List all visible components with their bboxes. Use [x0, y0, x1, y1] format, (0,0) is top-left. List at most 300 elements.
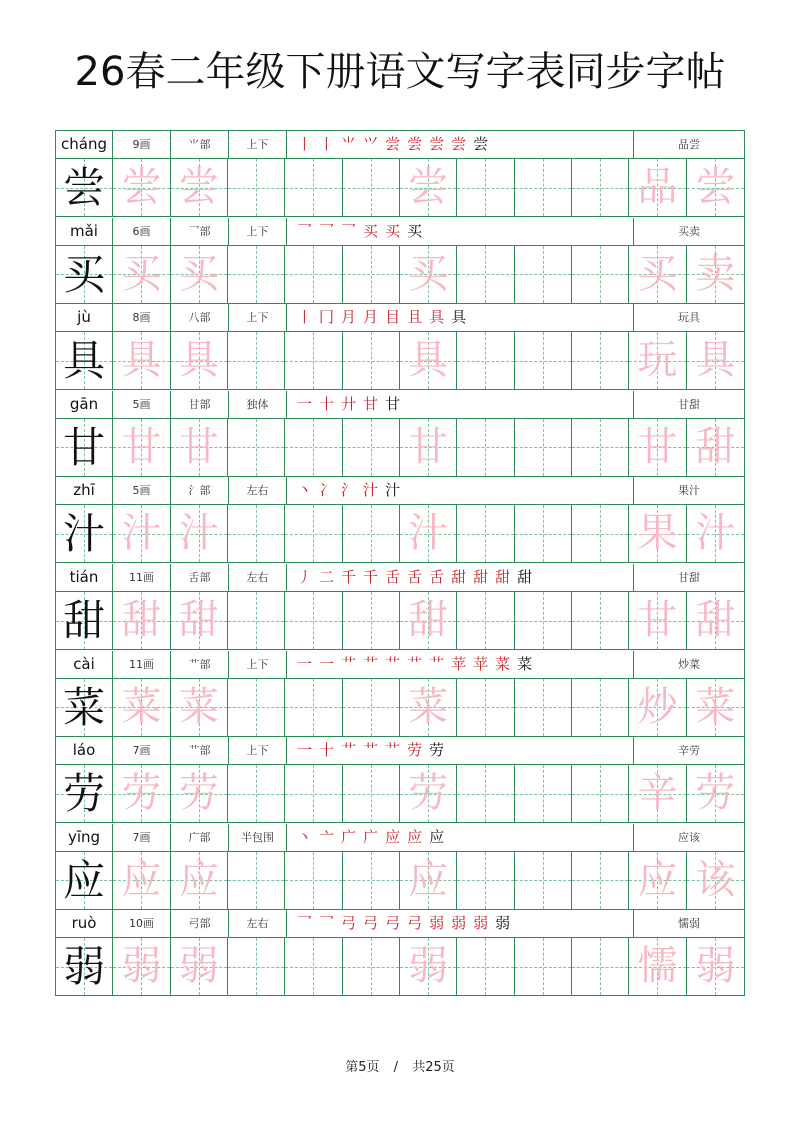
- tianzige-box[interactable]: [572, 938, 629, 995]
- stroke-step: 廾: [341, 394, 357, 413]
- example-word: 辛劳: [678, 744, 700, 758]
- trace-character: 甜: [178, 597, 219, 643]
- trace-character: [572, 852, 628, 909]
- stroke-step: 艹: [429, 654, 445, 673]
- tianzige-box[interactable]: [629, 765, 686, 822]
- tianzige-box[interactable]: [343, 159, 400, 216]
- tianzige-box[interactable]: [687, 765, 744, 822]
- character-entry: [56, 304, 744, 391]
- stroke-step: 艹: [363, 741, 379, 760]
- stroke-step: 应: [385, 827, 401, 846]
- character-entry: [56, 564, 744, 651]
- info-row: [56, 564, 744, 592]
- tianzige-box[interactable]: [572, 159, 629, 216]
- model-character: 汁: [63, 509, 106, 559]
- stroke-count: 8画: [113, 304, 171, 331]
- tianzige-box[interactable]: [515, 246, 572, 303]
- tianzige-box[interactable]: [113, 246, 170, 303]
- stroke-step: 舌: [385, 568, 401, 586]
- stroke-step: 买: [385, 221, 401, 240]
- stroke-step: 氵: [341, 481, 357, 500]
- trace-character: [572, 332, 628, 389]
- tianzige-box[interactable]: [228, 159, 285, 216]
- tianzige-box[interactable]: [457, 765, 514, 822]
- tianzige-box[interactable]: [400, 938, 457, 995]
- stroke-step: ⺌: [341, 135, 357, 153]
- trace-character: [228, 246, 284, 303]
- stroke-step: 一: [297, 654, 313, 673]
- tianzige-box[interactable]: [400, 679, 457, 736]
- tianzige-box[interactable]: [228, 332, 285, 389]
- trace-character: 应: [408, 856, 449, 903]
- model-character: 菜: [63, 682, 106, 732]
- stroke-step: 千: [363, 568, 379, 586]
- tianzige-box[interactable]: [343, 505, 400, 562]
- practice-grid-row: [56, 246, 744, 304]
- trace-character: 汁: [695, 510, 736, 557]
- trace-character: [572, 938, 628, 995]
- trace-character: 甘: [178, 423, 219, 470]
- tianzige-box[interactable]: [228, 505, 285, 562]
- model-character: 甘: [63, 422, 106, 472]
- tianzige-box[interactable]: [56, 332, 113, 389]
- trace-character: [572, 159, 628, 216]
- tianzige-box[interactable]: [515, 679, 572, 736]
- tianzige-box[interactable]: [228, 419, 285, 476]
- example-word: 懦弱: [678, 917, 700, 931]
- info-row: [56, 910, 744, 938]
- character-entry: [56, 824, 744, 911]
- stroke-order: [287, 910, 634, 937]
- tianzige-box[interactable]: [171, 332, 228, 389]
- stroke-step: 丿: [297, 568, 313, 586]
- trace-character: 菜: [695, 683, 736, 730]
- trace-character: [343, 332, 399, 389]
- stroke-step: 月: [341, 308, 357, 327]
- radical: ⺌部: [171, 131, 229, 158]
- stroke-step: 尝: [473, 135, 489, 153]
- stroke-step: ⺍: [363, 135, 379, 153]
- stroke-step: 一: [319, 654, 335, 673]
- pinyin: ruò: [56, 910, 113, 937]
- trace-character: [285, 852, 341, 909]
- trace-character: 买: [408, 250, 449, 297]
- stroke-step: 菜: [495, 654, 511, 673]
- trace-character: [515, 332, 571, 389]
- trace-character: 甜: [408, 597, 449, 643]
- tianzige-box[interactable]: [629, 505, 686, 562]
- stroke-step: 具: [429, 308, 445, 327]
- stroke-step: 二: [319, 568, 335, 586]
- tianzige-box[interactable]: [171, 419, 228, 476]
- stroke-step: 尝: [385, 135, 401, 153]
- model-character: 买: [63, 249, 106, 299]
- tianzige-box[interactable]: [457, 332, 514, 389]
- example-word: 品尝: [678, 138, 700, 151]
- tianzige-box[interactable]: [687, 505, 744, 562]
- tianzige-box[interactable]: [457, 419, 514, 476]
- tianzige-box[interactable]: [113, 419, 170, 476]
- tianzige-box[interactable]: [515, 852, 572, 909]
- example-word: 甘甜: [678, 397, 700, 411]
- stroke-step: 尝: [407, 135, 423, 153]
- tianzige-box[interactable]: [515, 332, 572, 389]
- tianzige-box[interactable]: [457, 938, 514, 995]
- tianzige-box[interactable]: [113, 679, 170, 736]
- trace-character: [228, 505, 284, 562]
- tianzige-box[interactable]: [629, 592, 686, 649]
- stroke-step: 冂: [319, 308, 335, 327]
- info-row: [56, 218, 744, 246]
- tianzige-box[interactable]: [228, 938, 285, 995]
- tianzige-box[interactable]: [171, 159, 228, 216]
- trace-character: 玩: [637, 337, 678, 384]
- stroke-order: [287, 477, 634, 504]
- practice-grid-row: [56, 679, 744, 737]
- tianzige-box[interactable]: [113, 938, 170, 995]
- trace-character: 弱: [408, 943, 449, 990]
- trace-character: [343, 419, 399, 476]
- practice-grid-row: [56, 765, 744, 823]
- model-character: 劳: [63, 769, 106, 819]
- tianzige-box[interactable]: [113, 852, 170, 909]
- trace-character: 具: [408, 337, 449, 384]
- tianzige-box[interactable]: [572, 419, 629, 476]
- stroke-step: 舌: [429, 568, 445, 586]
- pinyin: gān: [56, 391, 113, 418]
- radical: 八部: [171, 304, 229, 331]
- tianzige-box[interactable]: [572, 246, 629, 303]
- trace-character: 劳: [121, 770, 162, 817]
- tianzige-box[interactable]: [572, 679, 629, 736]
- trace-character: [515, 679, 571, 736]
- tianzige-box[interactable]: [343, 332, 400, 389]
- trace-character: [285, 679, 341, 736]
- practice-grid-row: [56, 159, 744, 217]
- tianzige-box[interactable]: [56, 505, 113, 562]
- stroke-order: [287, 737, 634, 764]
- tianzige-box[interactable]: [171, 592, 228, 649]
- tianzige-box[interactable]: [572, 592, 629, 649]
- pinyin: jù: [56, 304, 113, 331]
- stroke-step: 乛: [297, 914, 313, 933]
- tianzige-box[interactable]: [285, 679, 342, 736]
- trace-character: [285, 505, 341, 562]
- stroke-count: 7画: [113, 737, 171, 764]
- trace-character: 具: [121, 337, 162, 384]
- structure: 左右: [229, 564, 287, 591]
- tianzige-box[interactable]: [687, 159, 744, 216]
- stroke-count: 7画: [113, 824, 171, 851]
- stroke-step: 苹: [473, 654, 489, 673]
- tianzige-box[interactable]: [629, 159, 686, 216]
- trace-character: [457, 159, 513, 216]
- trace-character: [343, 852, 399, 909]
- trace-character: 尝: [178, 164, 219, 210]
- page-footer: [0, 1056, 800, 1075]
- tianzige-box[interactable]: [629, 938, 686, 995]
- radical: 广部: [171, 824, 229, 851]
- tianzige-box[interactable]: [400, 765, 457, 822]
- radical: 氵部: [171, 477, 229, 504]
- trace-character: 甜: [695, 423, 736, 470]
- stroke-step: 菜: [517, 654, 533, 673]
- stroke-step: 且: [407, 308, 423, 327]
- tianzige-box[interactable]: [629, 419, 686, 476]
- tianzige-box[interactable]: [457, 592, 514, 649]
- stroke-count: 11画: [113, 564, 171, 591]
- tianzige-box[interactable]: [56, 852, 113, 909]
- tianzige-box[interactable]: [629, 246, 686, 303]
- tianzige-box[interactable]: [171, 246, 228, 303]
- tianzige-box[interactable]: [515, 505, 572, 562]
- page-separator: /: [393, 1060, 399, 1075]
- tianzige-box[interactable]: [113, 159, 170, 216]
- trace-character: [457, 852, 513, 909]
- trace-character: 该: [695, 856, 736, 903]
- radical: 甘部: [171, 391, 229, 418]
- trace-character: 品: [637, 164, 678, 210]
- stroke-step: 弓: [407, 914, 423, 933]
- trace-character: 甘: [408, 423, 449, 470]
- stroke-step: 弱: [451, 914, 467, 933]
- tianzige-box[interactable]: [687, 938, 744, 995]
- trace-character: [457, 505, 513, 562]
- tianzige-box[interactable]: [457, 679, 514, 736]
- tianzige-box[interactable]: [343, 419, 400, 476]
- trace-character: [457, 419, 513, 476]
- tianzige-box[interactable]: [285, 765, 342, 822]
- tianzige-box[interactable]: [687, 592, 744, 649]
- tianzige-box[interactable]: [687, 246, 744, 303]
- pinyin: cháng: [56, 131, 113, 158]
- stroke-step: 弱: [473, 914, 489, 933]
- trace-character: 果: [637, 510, 678, 557]
- trace-character: 尝: [121, 164, 162, 210]
- trace-character: [457, 332, 513, 389]
- tianzige-box[interactable]: [56, 419, 113, 476]
- tianzige-box[interactable]: [629, 332, 686, 389]
- info-row: [56, 131, 744, 159]
- tianzige-box[interactable]: [400, 505, 457, 562]
- tianzige-box[interactable]: [285, 505, 342, 562]
- tianzige-box[interactable]: [113, 765, 170, 822]
- tianzige-box[interactable]: [285, 938, 342, 995]
- stroke-order: [287, 564, 634, 591]
- character-entry: [56, 218, 744, 305]
- tianzige-box[interactable]: [171, 765, 228, 822]
- tianzige-box[interactable]: [343, 592, 400, 649]
- stroke-step: 乛: [319, 221, 335, 240]
- tianzige-box[interactable]: [228, 765, 285, 822]
- stroke-step: 艹: [385, 654, 401, 673]
- tianzige-box[interactable]: [400, 159, 457, 216]
- pinyin: zhī: [56, 477, 113, 504]
- tianzige-box[interactable]: [400, 592, 457, 649]
- tianzige-box[interactable]: [228, 592, 285, 649]
- tianzige-box[interactable]: [457, 159, 514, 216]
- tianzige-box[interactable]: [572, 852, 629, 909]
- tianzige-box[interactable]: [400, 332, 457, 389]
- character-entry: [56, 910, 744, 997]
- character-entry: [56, 477, 744, 564]
- tianzige-box[interactable]: [687, 332, 744, 389]
- trace-character: 炒: [637, 683, 678, 730]
- tianzige-box[interactable]: [56, 679, 113, 736]
- trace-character: [285, 592, 341, 649]
- trace-character: 懦: [637, 943, 678, 990]
- tianzige-box[interactable]: [171, 852, 228, 909]
- tianzige-box[interactable]: [457, 246, 514, 303]
- tianzige-box[interactable]: [285, 419, 342, 476]
- tianzige-box[interactable]: [687, 419, 744, 476]
- tianzige-box[interactable]: [343, 679, 400, 736]
- tianzige-box[interactable]: [171, 679, 228, 736]
- practice-grid-row: [56, 505, 744, 563]
- stroke-step: 乛: [341, 221, 357, 240]
- pinyin: cài: [56, 651, 113, 678]
- tianzige-box[interactable]: [113, 592, 170, 649]
- tianzige-box[interactable]: [171, 505, 228, 562]
- pinyin: mǎi: [56, 218, 113, 245]
- tianzige-box[interactable]: [572, 765, 629, 822]
- tianzige-box[interactable]: [687, 852, 744, 909]
- stroke-order: [287, 651, 634, 678]
- trace-character: [228, 419, 284, 476]
- trace-character: 卖: [695, 250, 736, 297]
- trace-character: [515, 246, 571, 303]
- structure: 独体: [229, 391, 287, 418]
- tianzige-box[interactable]: [56, 765, 113, 822]
- radical: 舌部: [171, 564, 229, 591]
- trace-character: [228, 852, 284, 909]
- tianzige-box[interactable]: [515, 765, 572, 822]
- stroke-step: 买: [407, 221, 423, 240]
- page-number: 第5页: [345, 1060, 380, 1075]
- info-row: [56, 477, 744, 505]
- stroke-count: 10画: [113, 910, 171, 937]
- stroke-step: 弓: [385, 914, 401, 933]
- trace-character: [228, 765, 284, 822]
- trace-character: [457, 679, 513, 736]
- tianzige-box[interactable]: [400, 419, 457, 476]
- example-word: 炒菜: [678, 657, 700, 671]
- tianzige-box[interactable]: [629, 852, 686, 909]
- practice-grid-row: [56, 419, 744, 477]
- stroke-step: 月: [363, 308, 379, 327]
- trace-character: 辛: [637, 770, 678, 817]
- tianzige-box[interactable]: [515, 938, 572, 995]
- tianzige-box[interactable]: [400, 246, 457, 303]
- tianzige-box[interactable]: [228, 246, 285, 303]
- trace-character: [457, 765, 513, 822]
- tianzige-box[interactable]: [515, 419, 572, 476]
- pinyin: yīng: [56, 824, 113, 851]
- model-character: 弱: [63, 942, 106, 992]
- tianzige-box[interactable]: [400, 852, 457, 909]
- stroke-order: [287, 391, 634, 418]
- trace-character: [457, 592, 513, 649]
- stroke-step: 甘: [385, 394, 401, 413]
- tianzige-box[interactable]: [343, 765, 400, 822]
- tianzige-box[interactable]: [228, 852, 285, 909]
- trace-character: [572, 765, 628, 822]
- character-entry: [56, 737, 744, 824]
- tianzige-box[interactable]: [113, 505, 170, 562]
- stroke-order: [287, 304, 634, 331]
- tianzige-box[interactable]: [285, 332, 342, 389]
- structure: 上下: [229, 131, 287, 158]
- trace-character: 菜: [178, 683, 219, 730]
- structure: 上下: [229, 304, 287, 331]
- tianzige-box[interactable]: [515, 159, 572, 216]
- tianzige-box[interactable]: [228, 679, 285, 736]
- trace-character: [343, 679, 399, 736]
- trace-character: [228, 679, 284, 736]
- stroke-step: 广: [341, 827, 357, 846]
- example-word: 应该: [678, 830, 700, 844]
- tianzige-box[interactable]: [343, 246, 400, 303]
- tianzige-box[interactable]: [56, 592, 113, 649]
- trace-character: 弱: [121, 943, 162, 990]
- trace-character: [228, 592, 284, 649]
- tianzige-box[interactable]: [285, 246, 342, 303]
- tianzige-box[interactable]: [171, 938, 228, 995]
- trace-character: [515, 852, 571, 909]
- tianzige-box[interactable]: [56, 938, 113, 995]
- practice-grid-row: [56, 332, 744, 390]
- tianzige-box[interactable]: [343, 938, 400, 995]
- trace-character: [343, 592, 399, 649]
- stroke-step: 亠: [319, 827, 335, 846]
- tianzige-box[interactable]: [285, 159, 342, 216]
- tianzige-box[interactable]: [457, 852, 514, 909]
- tianzige-box[interactable]: [572, 505, 629, 562]
- tianzige-box[interactable]: [515, 592, 572, 649]
- trace-character: 甜: [121, 597, 162, 643]
- tianzige-box[interactable]: [56, 246, 113, 303]
- stroke-step: 冫: [319, 481, 335, 500]
- stroke-step: 十: [319, 741, 335, 760]
- stroke-count: 9画: [113, 131, 171, 158]
- tianzige-box[interactable]: [113, 332, 170, 389]
- character-entry: [56, 391, 744, 478]
- model-character: 尝: [63, 163, 106, 212]
- tianzige-box[interactable]: [285, 852, 342, 909]
- stroke-step: 十: [319, 394, 335, 413]
- tianzige-box[interactable]: [629, 679, 686, 736]
- trace-character: [285, 765, 341, 822]
- stroke-order: [287, 218, 634, 245]
- tianzige-box[interactable]: [457, 505, 514, 562]
- tianzige-box[interactable]: [687, 679, 744, 736]
- trace-character: [285, 938, 341, 995]
- trace-character: [285, 419, 341, 476]
- practice-grid-row: [56, 938, 744, 996]
- pinyin: tián: [56, 564, 113, 591]
- tianzige-box[interactable]: [572, 332, 629, 389]
- trace-character: 具: [178, 337, 219, 384]
- tianzige-box[interactable]: [56, 159, 113, 216]
- trace-character: 菜: [121, 683, 162, 730]
- trace-character: [515, 592, 571, 649]
- stroke-step: 汁: [363, 481, 379, 500]
- tianzige-box[interactable]: [343, 852, 400, 909]
- tianzige-box[interactable]: [285, 592, 342, 649]
- practice-sheet: [55, 130, 745, 996]
- model-character: 具: [63, 336, 106, 386]
- stroke-step: 甘: [363, 394, 379, 413]
